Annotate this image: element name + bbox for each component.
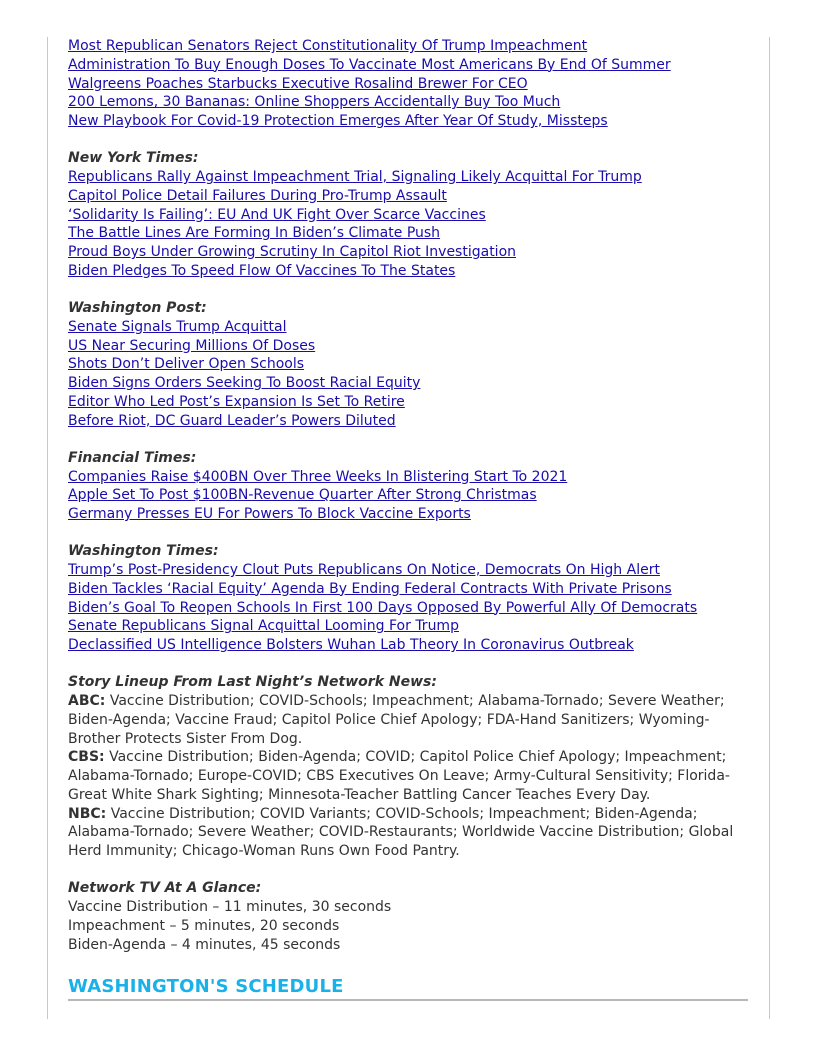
glance-item: Biden-Agenda – 4 minutes, 45 seconds [68,936,341,953]
headline-link[interactable]: US Near Securing Millions Of Doses [68,337,316,354]
headline-link[interactable]: 200 Lemons, 30 Bananas: Online Shoppers Accidentally Buy Too Much [68,94,561,111]
glance-section [68,879,750,954]
section-heading: Washington Post: [68,300,207,316]
headline-link[interactable]: Before Riot, DC Guard Leader’s Powers Diluted [68,412,396,429]
headline-link[interactable]: Editor Who Led Post’s Expansion Is Set To Retire [68,393,405,410]
network-label: NBC: [68,805,107,822]
nyt-section [68,149,750,280]
lineup-section [68,673,750,861]
section-heading: Network TV At A Glance: [68,880,262,897]
ft-section [68,449,750,524]
top-links-list [68,37,750,131]
section-heading: Washington Times: [68,543,219,560]
headline-link[interactable]: Capitol Police Detail Failures During Pro-Trump Assault [68,187,447,204]
wapo-section [68,299,750,430]
headline-link[interactable]: Companies Raise $400BN Over Three Weeks In Blistering Start To 2021 [68,468,568,485]
abc-lineup [68,692,750,748]
headline-link[interactable]: Senate Republicans Signal Acquittal Looming For Trump [68,618,459,635]
headline-link[interactable]: Senate Signals Trump Acquittal [68,318,287,335]
section-heading: Story Lineup From Last Night’s Network News: [68,674,437,691]
cbs-lineup [68,748,750,804]
network-label: CBS: [68,749,105,766]
headline-link[interactable]: Proud Boys Under Growing Scrutiny In Capitol Riot Investigation [68,244,517,260]
headline-link[interactable]: Germany Presses EU For Powers To Block Vaccine Exports [68,506,471,522]
network-label: ABC: [68,693,106,709]
headline-link[interactable]: ‘Solidarity Is Failing’: EU And UK Fight Over Scarce Vaccines [68,206,486,223]
headline-link[interactable]: Biden Signs Orders Seeking To Boost Racial Equity [68,375,421,391]
headline-link[interactable]: Biden Tackles ‘Racial Equity’ Agenda By Ending Federal Contracts With Private Prisons [68,580,672,597]
headline-link[interactable]: Biden Pledges To Speed Flow Of Vaccines To The States [68,262,456,279]
headline-link[interactable]: Apple Set To Post $100BN-Revenue Quarter After Strong Christmas [68,487,537,504]
glance-item: Impeachment – 5 minutes, 20 seconds [68,917,340,934]
headline-link[interactable]: Shots Don’t Deliver Open Schools [68,356,305,373]
headline-link[interactable]: Trump’s Post-Presidency Clout Puts Republicans On Notice, Democrats On High Alert [68,562,660,578]
schedule-heading: WASHINGTON'S SCHEDULE [68,976,748,1001]
nbc-lineup [68,805,750,861]
section-heading: Financial Times: [68,449,197,466]
glance-item: Vaccine Distribution – 11 minutes, 30 seconds [68,899,392,915]
headline-link[interactable]: Most Republican Senators Reject Constitutionality Of Trump Impeachment [68,38,588,54]
lineup-text: Vaccine Distribution; Biden-Agenda; COVID; Capitol Police Chief Apology; Impeachment; Alabama-Tornado; Europe-COVID; CBS Executives On Leave; Army-Cultural Sensitivity; Florida-Great White Shark Sighting; Minnesota-Teacher Battling Cancer Teaches Every Day. [68,749,730,803]
headline-link[interactable]: Declassified US Intelligence Bolsters Wuhan Lab Theory In Coronavirus Outbreak [68,637,634,653]
newsletter-content [68,37,750,1001]
lineup-text: Vaccine Distribution; COVID-Schools; Impeachment; Alabama-Tornado; Severe Weather; Biden-Agenda; Vaccine Fraud; Capitol Police Chief Apology; FDA-Hand Sanitizers; Wyoming-Brother Protects Sister From Dog. [68,693,725,747]
headline-link[interactable]: Administration To Buy Enough Doses To Vaccinate Most Americans By End Of Summer [68,56,671,73]
headline-link[interactable]: Biden’s Goal To Reopen Schools In First 100 Days Opposed By Powerful Ally Of Democrats [68,599,698,616]
headline-link[interactable]: Republicans Rally Against Impeachment Trial, Signaling Likely Acquittal For Trump [68,169,642,185]
headline-link[interactable]: The Battle Lines Are Forming In Biden’s Climate Push [68,225,441,242]
wtimes-section [68,542,750,655]
headline-link[interactable]: Walgreens Poaches Starbucks Executive Rosalind Brewer For CEO [68,75,528,92]
section-heading: New York Times: [68,150,199,167]
lineup-text: Vaccine Distribution; COVID Variants; COVID-Schools; Impeachment; Biden-Agenda; Alabama-Tornado; Severe Weather; COVID-Restaurants; Worldwide Vaccine Distribution; Global Herd Immunity; Chicago-Woman Runs Own Food Pantry. [68,805,734,859]
headline-link[interactable]: New Playbook For Covid-19 Protection Emerges After Year Of Study, Missteps [68,113,608,129]
